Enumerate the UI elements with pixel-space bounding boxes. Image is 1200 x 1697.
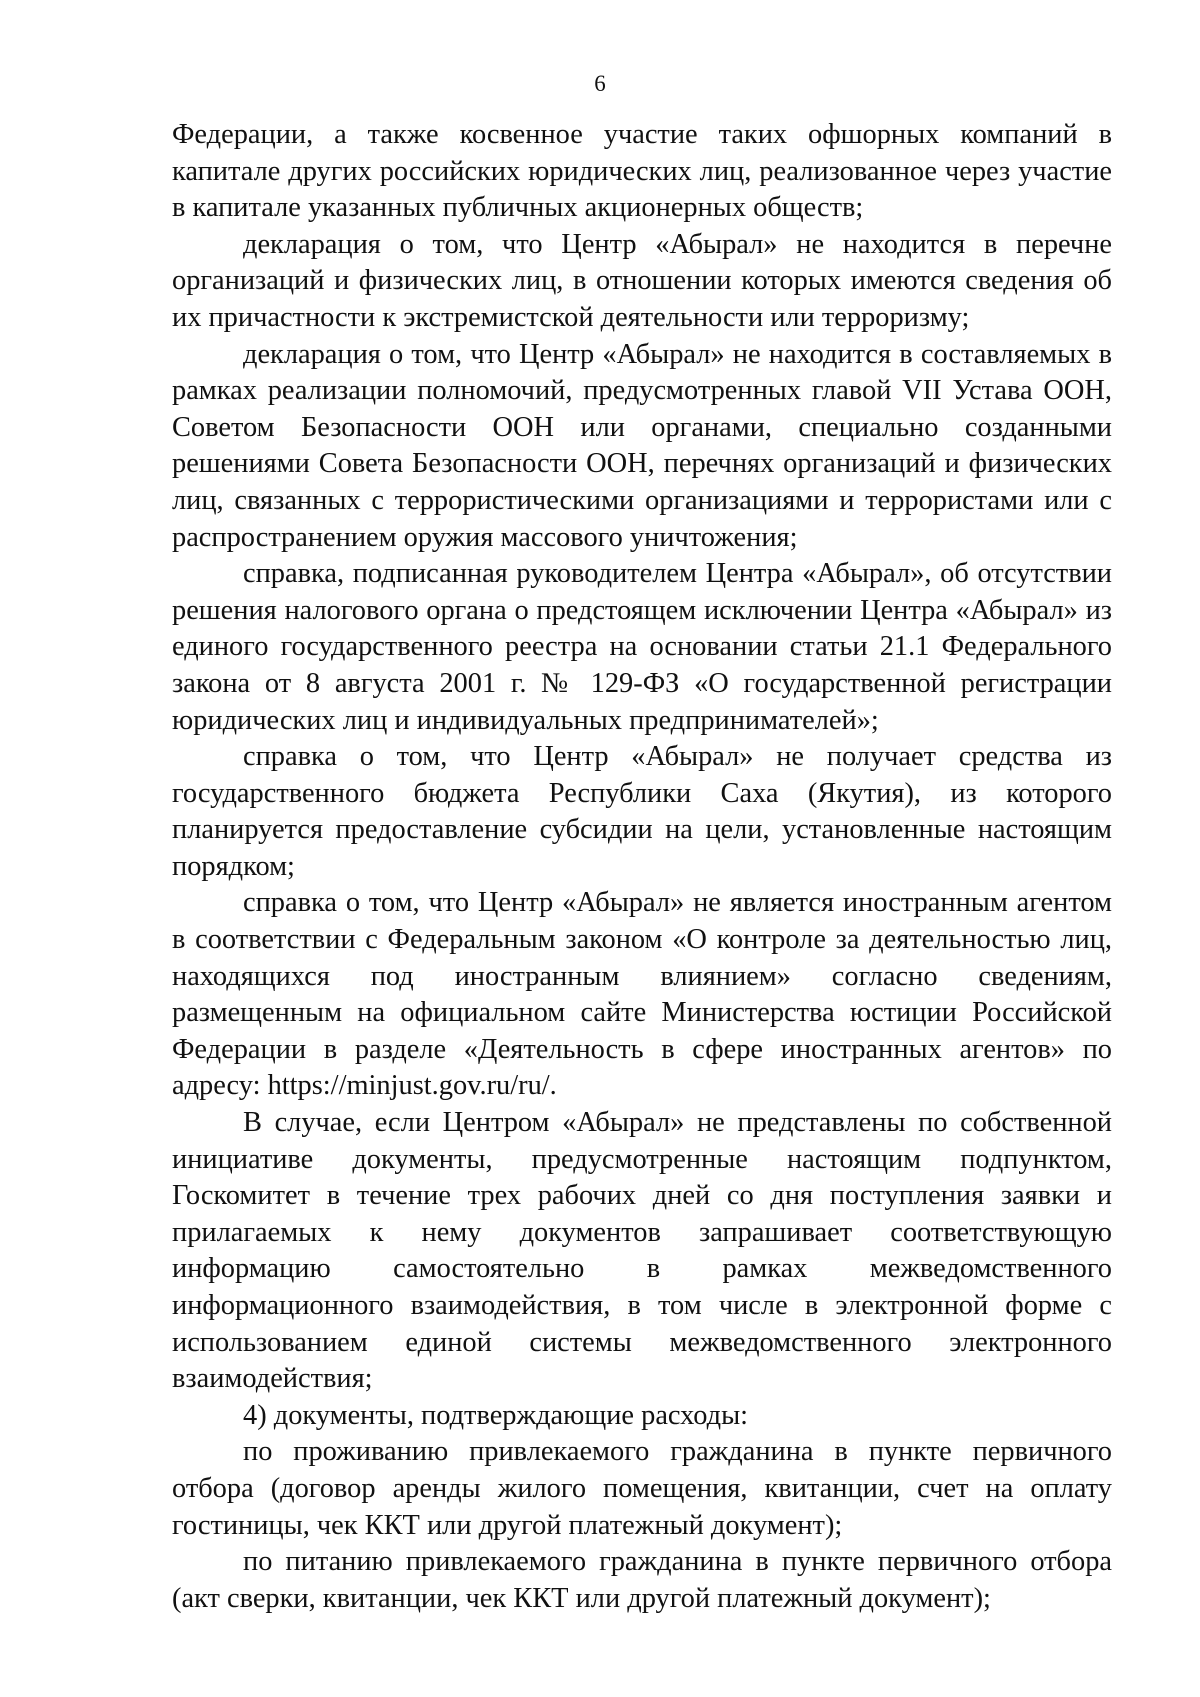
paragraph-declaration-un-lists: декларация о том, что Центр «Абырал» не находится в составляемых в рамках реализации полномочий, предусмотренных главой VII Устава ООН, Советом Безопасности ООН или органами, специально созданными решениями Совета Безопасности ООН, перечнях организаций и физических лиц, связанных с террористическими организациями и террористами или с распространением оружия массового уничтожения; bbox=[172, 338, 1112, 553]
document-body bbox=[172, 117, 1112, 1617]
paragraph-interagency-request: В случае, если Центром «Абырал» не представлены по собственной инициативе документы, предусмотренные настоящим подпунктом, Госкомитет в течение трех рабочих дней со дня поступления заявки и прилагаемых к нему документов запрашивает соответствующую информацию самостоятельно в рамках межведомственного информационного взаимодействия, в том числе в электронной форме с использованием единой системы межведомственного электронного взаимодействия; bbox=[172, 1107, 1112, 1395]
paragraph-certificate-tax: справка, подписанная руководителем Центра «Абырал», об отсутствии решения налогового органа о предстоящем исключении Центра «Абырал» из единого государственного реестра на основании статьи 21.1 Федерального закона от 8 августа 2001 г. № 129-ФЗ «О государственной регистрации юридических лиц и индивидуальных предпринимателей»; bbox=[172, 558, 1112, 736]
paragraph-accommodation-expenses: по проживанию привлекаемого гражданина в пункте первичного отбора (договор аренды жилого помещения, квитанции, счет на оплату гостиницы, чек ККТ или другой платежный документ); bbox=[172, 1436, 1112, 1541]
page-number: 6 bbox=[594, 71, 606, 96]
paragraph-certificate-foreign-agent: справка о том, что Центр «Абырал» не является иностранным агентом в соответствии с Федеральным законом «О контроле за деятельностью лиц, находящихся под иностранным влиянием» согласно сведениям, размещенным на официальном сайте Министерства юстиции Российской Федерации в разделе «Деятельность в сфере иностранных агентов» по адресу: https://minjust.gov.ru/ru/. bbox=[172, 887, 1112, 1102]
paragraph-declaration-extremism: декларация о том, что Центр «Абырал» не находится в перечне организаций и физических лиц, в отношении которых имеются сведения об их причастности к экстремистской деятельности или терроризму; bbox=[172, 228, 1112, 333]
paragraph-meal-expenses: по питанию привлекаемого гражданина в пункте первичного отбора (акт сверки, квитанции, чек ККТ или другой платежный документ); bbox=[172, 1546, 1112, 1614]
paragraph-item-4-heading: 4) документы, подтверждающие расходы: bbox=[243, 1399, 749, 1431]
paragraph-continuation: Федерации, а также косвенное участие таких офшорных компаний в капитале других российских юридических лиц, реализованное через участие в капитале указанных публичных акционерных обществ; bbox=[172, 119, 1112, 224]
paragraph-certificate-budget: справка о том, что Центр «Абырал» не получает средства из государственного бюджета Республики Саха (Якутия), из которого планируется предоставление субсидии на цели, установленные настоящим порядком; bbox=[172, 741, 1112, 882]
